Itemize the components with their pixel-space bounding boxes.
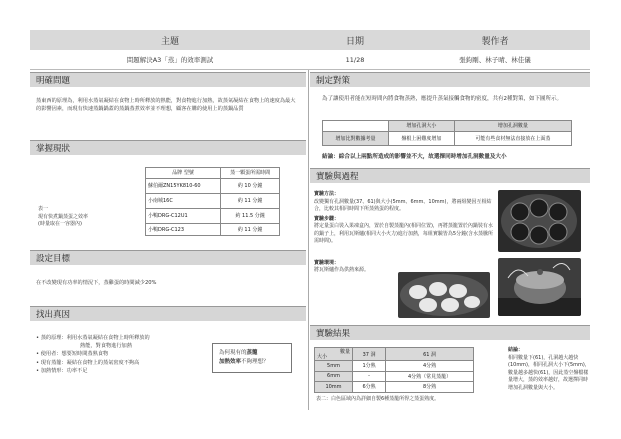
question-text: 不夠理想？: [241, 359, 269, 365]
goal-title: 設定目標: [30, 250, 306, 265]
strategy-col-header: 增加孔洞大小: [388, 121, 454, 132]
topic-header: 主題: [30, 30, 310, 50]
results-col-header: 37 洞: [353, 348, 386, 361]
table-cell: 5mm: [315, 361, 353, 372]
current-table-caption: [38, 206, 118, 229]
table-row: [146, 178, 280, 193]
table-cell: 可能有些食材無法直接放在上面蒸: [454, 131, 571, 145]
list-item: [36, 342, 206, 350]
results-caption: 表二：白色區域內為詳細自製6種蒸籠所得之蒸蛋熟度。: [316, 396, 440, 402]
table-row: [323, 131, 572, 145]
table-cell: 約 10 分鐘: [221, 178, 280, 193]
table-cell: 小鴨DRG-C123: [146, 223, 221, 235]
corner-size-label: 大小: [317, 354, 328, 360]
corner-count-label: 數量: [339, 349, 350, 355]
caption-line: (時量取在一容器內): [38, 221, 82, 227]
table-cell: -: [353, 371, 386, 382]
method-title: 實驗方法：: [314, 191, 340, 197]
table-cell: 1分熟: [353, 361, 386, 372]
process-title: 實驗與過程: [310, 168, 590, 183]
table-cell: 約 11.5 分鐘: [221, 208, 280, 223]
current-table: [145, 167, 280, 236]
current-title: 掌握現狀: [30, 140, 306, 155]
table-row: [315, 361, 474, 372]
table-cell: 增加比對數據考量: [323, 131, 389, 145]
date-header: 日期: [310, 30, 400, 50]
table-cell: 小鴨DRG-C12U1: [146, 208, 221, 223]
table-cell: 盤根上困難度增加: [388, 131, 454, 145]
steamer-tray-photo: [498, 190, 581, 252]
table-cell: 蘇伯爾ZN15YK810-60: [146, 178, 221, 193]
results-col-header: 61 洞: [386, 348, 474, 361]
table-row: [146, 193, 280, 208]
steps-title: 實驗步驟：: [314, 215, 340, 222]
caption-line: 表一: [38, 206, 49, 212]
env-title: 實驗環境：: [314, 259, 340, 266]
strategy-intro: 為了讓使用者能在短時間內將食物蒸熟，應提升蒸氣接觸食物的密度，共有2種對策，如下圖所示。: [322, 96, 563, 102]
table-cell: 約 11 分鐘: [221, 223, 280, 235]
method-text: 改變獨有孔洞數量(37、61)與大小(5mm、6mm、10mm)，將兩組變因互相結合，比較其相同時間下所蒸熟蛋的程度。: [314, 198, 492, 212]
table-cell: 6分熟: [353, 382, 386, 393]
problem-title: 明確問題: [30, 72, 306, 87]
strategy-col-header: 增加孔洞數量: [454, 121, 571, 132]
results-conclusion-text: 相同數量下(61)，孔洞越大越快(10mm)，相同孔洞大小下(5mm)，數量越多越快(61)，因此蒸空盤檔樣量增大，蒸的效率越好，故選擇同時增加孔洞數量與大小。: [508, 354, 590, 391]
results-title: 實驗結果: [310, 325, 590, 340]
table-row: [146, 208, 280, 223]
list-item: • 現有蒸籠：凝結在食物上的蒸氣密度不夠高: [36, 359, 206, 367]
table-cell: 10mm: [315, 382, 353, 393]
table-row: [146, 223, 280, 235]
table-cell: 8分熟: [386, 382, 474, 393]
table-cell: 約 11 分鐘: [221, 193, 280, 208]
list-item: • 使用者：想要短時間蒸熟食物: [36, 350, 206, 358]
question-text: 為何現有的: [219, 350, 247, 356]
env-text: 將瓦斯爐作為供熱來源。: [314, 267, 370, 273]
steps-text: 將定量蛋白裝入果凍盒內，置於自製蒸籠內(相同位置)，再將蒸籠置於內鍋裝有水的鍋子上，利用瓦斯爐(相同大小火力)進行加熱，每組實驗皆為5分鐘(含水蒸騰所需時間)。: [314, 223, 494, 244]
cause-title: 找出真因: [30, 306, 306, 321]
table-cell: 4分熟（常見蒸籠）: [386, 371, 474, 382]
process-text: [314, 191, 494, 275]
table-cell: 6mm: [315, 371, 353, 382]
results-table: [314, 347, 474, 393]
list-item-text: 熱能，對食物進行加熱: [80, 343, 132, 350]
strategy-conclusion: 結論：綜合以上兩點所造成的影響並不大，故選擇同時增加孔洞數量及大小: [322, 154, 507, 160]
pot-on-stove-photo: [498, 258, 581, 316]
current-col-header: 蒸一顆蛋所需時間: [221, 168, 280, 179]
strategy-table: [322, 120, 572, 146]
strategy-title: 制定對策: [310, 72, 590, 87]
caption-line: 現有快煮鍋蒸蛋之效率: [38, 213, 89, 220]
cause-question-box: [212, 343, 292, 373]
table-cell: 4分熟: [386, 361, 474, 372]
table-row: [315, 382, 474, 393]
question-bold: 蒸籠: [246, 350, 258, 356]
goal-text: 在不改變現有功率的情況下，蒸雞蛋的時間減少20%: [36, 280, 157, 286]
problem-text: 蒸東西的原理為，利用水蒸氣凝結在食物上時所釋放的熱能，對食物進行加熱，故蒸氣凝結在食物上的速度為最大的影響因素，而現有快速蒸鍋鍋蓋的蒸鍋蒸煮效率並不理想，顧客在購的使用上的蒸鍋品質: [36, 98, 296, 113]
cause-list: [36, 334, 206, 375]
list-item: • 蒸的原理：利用水蒸氣凝結在食物上時所釋放的: [36, 334, 206, 342]
author-header: 製作者: [400, 30, 590, 50]
results-conclusion-title: 結論：: [508, 347, 524, 353]
list-item: • 加熱情形：功率不足: [36, 367, 206, 375]
date-value: 11/28: [310, 50, 400, 70]
current-col-header: 品牌 型號: [146, 168, 221, 179]
column-divider: [308, 70, 309, 410]
results-conclusion: [508, 347, 590, 392]
table-cell: 小南城16C: [146, 193, 221, 208]
table-row: [315, 371, 474, 382]
strategy-col-header: [323, 121, 389, 132]
results-corner-cell: [315, 348, 353, 361]
authors-value: 張鈞剛、林子晴、林佳儀: [400, 50, 590, 70]
topic-value: 問題解決A3「蒸」的效率測試: [30, 50, 310, 70]
question-bold: 加熱效率: [219, 359, 242, 365]
steamer-cups-photo: [398, 272, 490, 318]
